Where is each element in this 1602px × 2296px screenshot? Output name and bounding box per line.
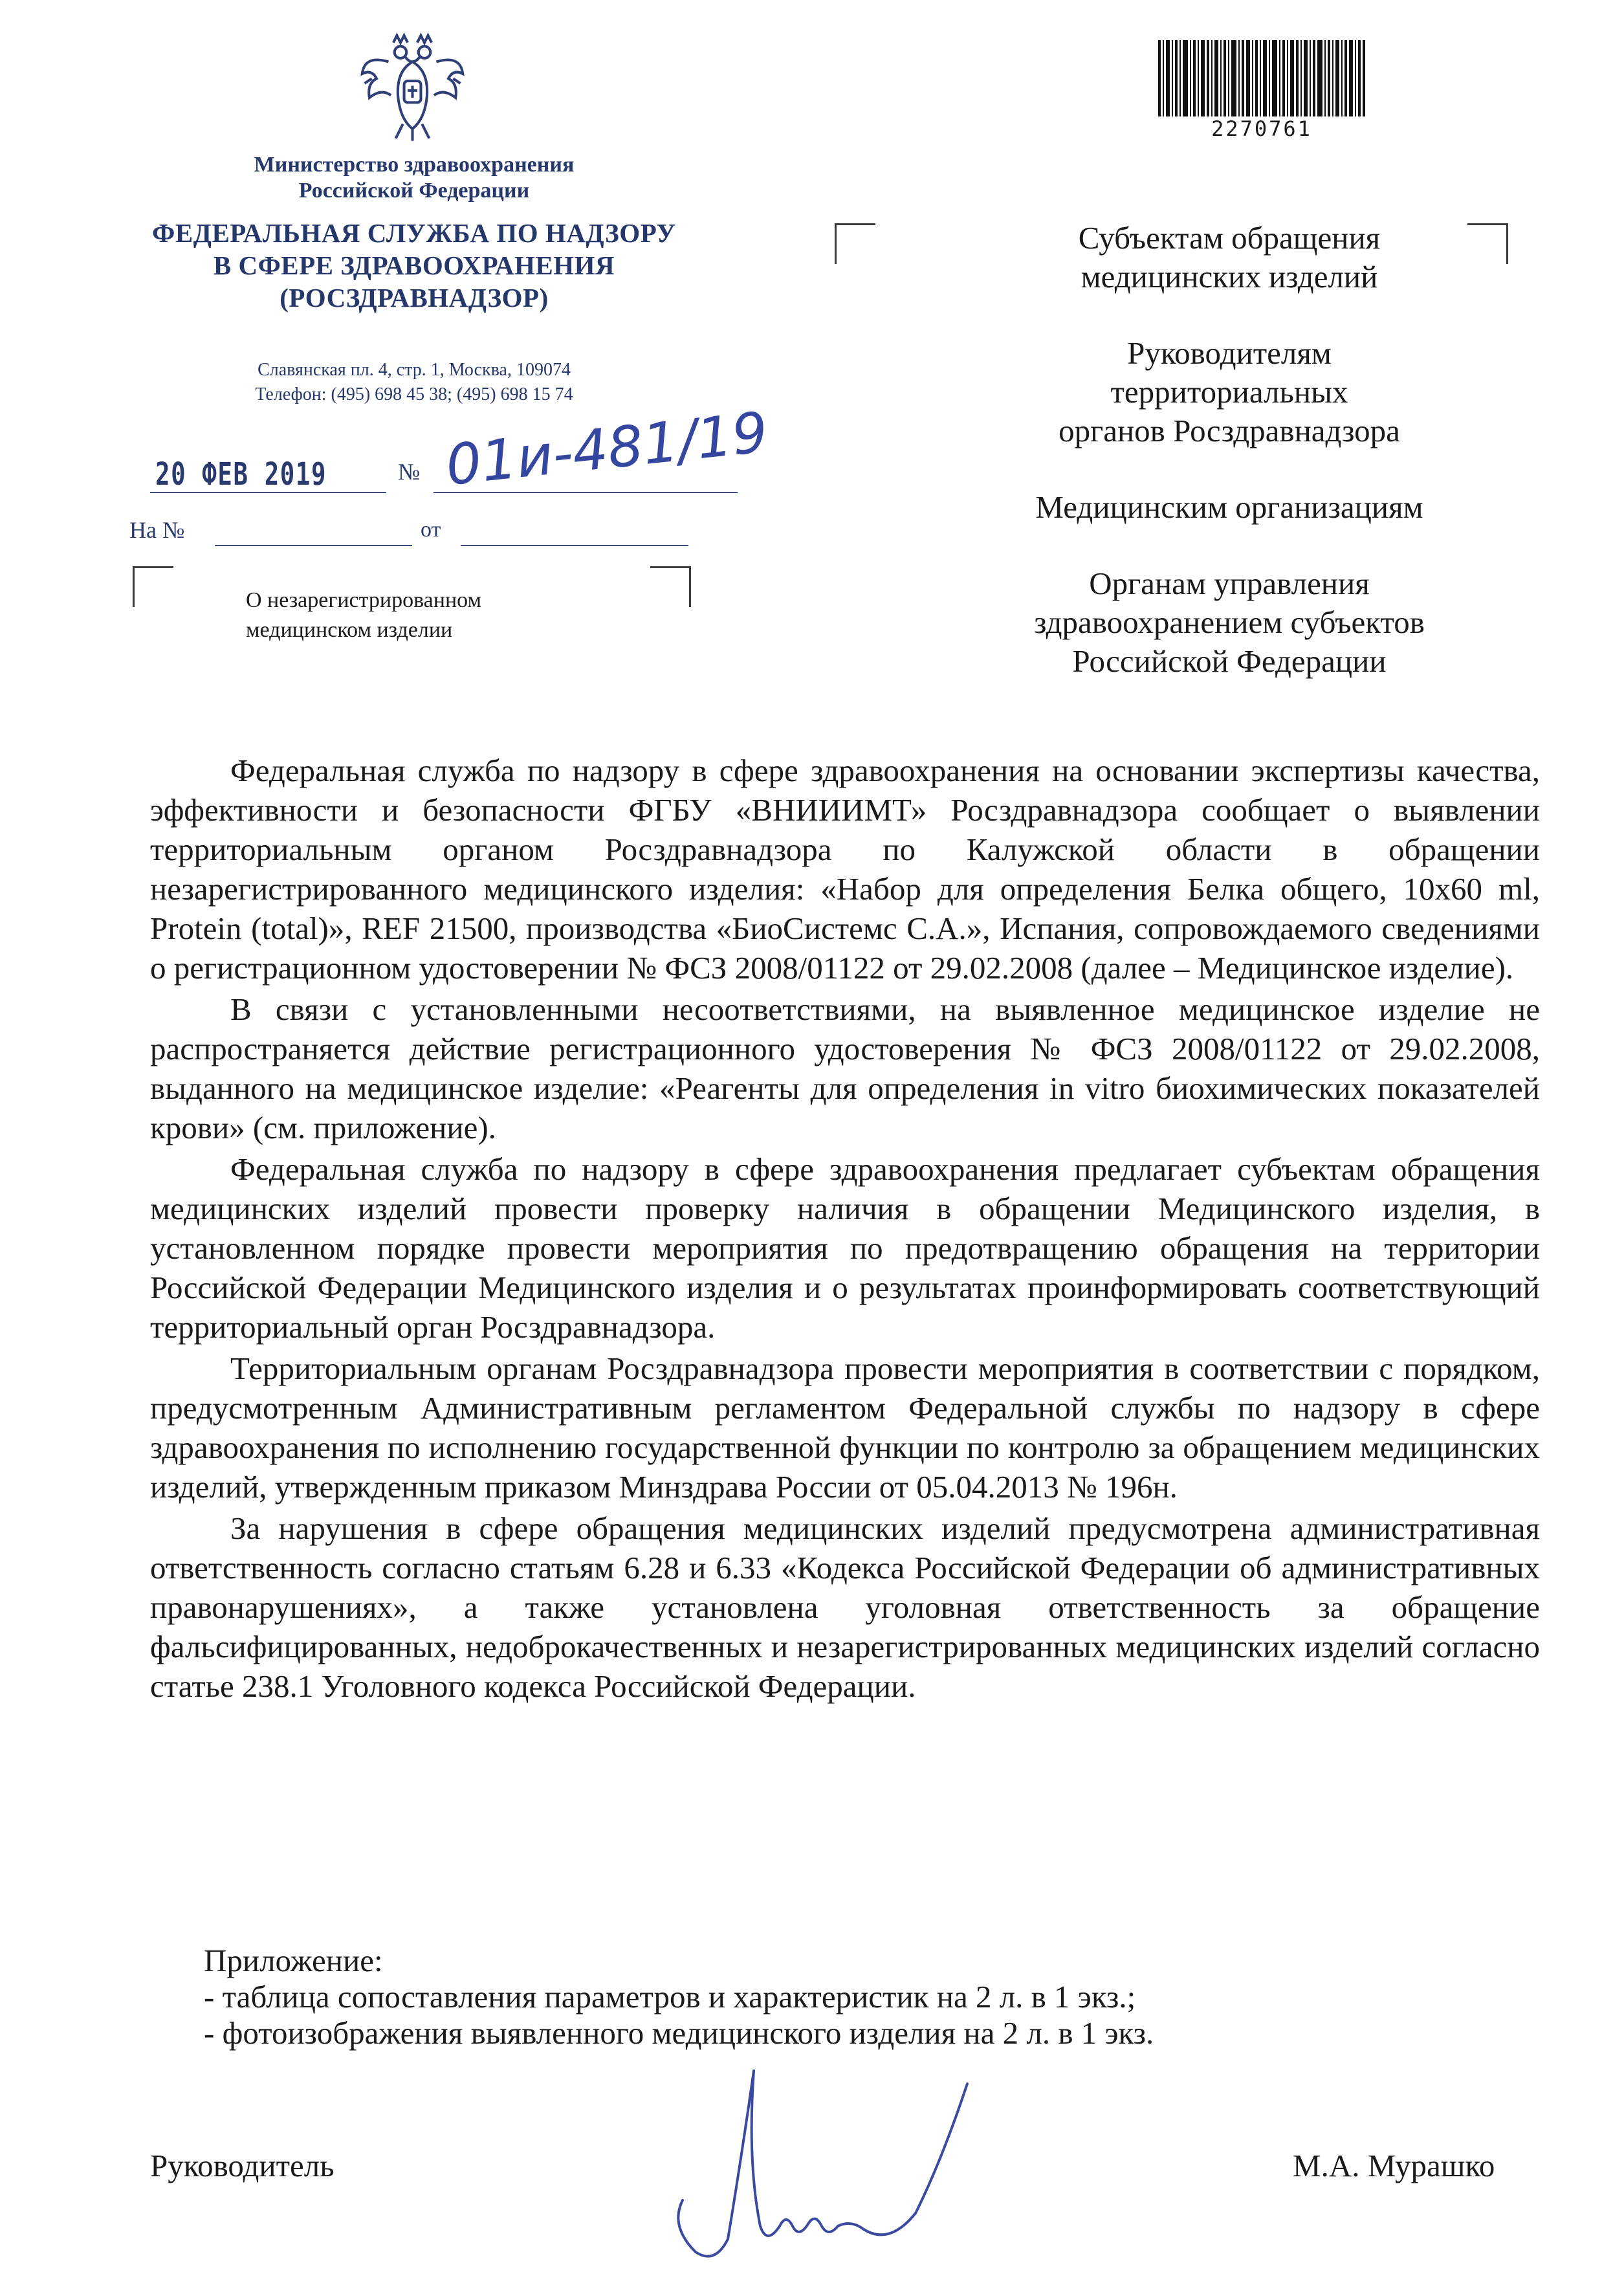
registration-date: 20 ФЕВ 2019 — [155, 456, 327, 492]
number-underline — [433, 492, 738, 493]
ref-label: На № — [129, 517, 185, 543]
number-label: № — [398, 459, 421, 485]
body-paragraph: В связи с установленными несоответствиями, на выявленное медицинское изделие не распространяется действие регистрационного удостоверения № ФСЗ 2008/01122 от 29.02.2008, выданного на медицинское изделие: «Реагенты для определения in vitro биохимических показателей крови» (см. приложение). — [150, 991, 1540, 1145]
addressee-line: медицинских изделий — [1081, 259, 1378, 294]
body-paragraph: За нарушения в сфере обращения медицинских изделий предусмотрена административная ответственность согласно статьям 6.28 и 6.33 «Кодекса Российской Федерации об административных правонарушениях», а также установлена уголовная ответственность за обращение фальсифицированных, недоброкачественных и незарегистрированных медицинских изделий согласно статье 238.1 Уголовного кодекса Российской Федерации. — [150, 1510, 1540, 1704]
ministry-line: Министерство здравоохранения — [254, 153, 575, 177]
phone-line: Телефон: (495) 698 45 38; (495) 698 15 74 — [255, 384, 573, 404]
addressee-group — [903, 334, 1556, 450]
attachment-item: - таблица сопоставления параметров и характеристик на 2 л. в 1 экз.; — [204, 1979, 1136, 2015]
addressee-group — [903, 564, 1556, 681]
attachment-item: - фотоизображения выявленного медицинского изделия на 2 л. в 1 экз. — [204, 2015, 1154, 2051]
addressee-corner-left — [835, 223, 875, 264]
service-line: В СФЕРЕ ЗДРАВООХРАНЕНИЯ — [213, 250, 615, 280]
addressee-line: Руководителям — [1127, 335, 1332, 371]
signatory-name: М.А. Мурашко — [1293, 2148, 1495, 2183]
addressee-group — [903, 219, 1556, 296]
address-line: Славянская пл. 4, стр. 1, Москва, 109074 — [258, 360, 571, 380]
service-line: ФЕДЕРАЛЬНАЯ СЛУЖБА ПО НАДЗОРУ — [152, 218, 676, 248]
addressee-line: территориальных — [1110, 374, 1348, 410]
handwritten-signature — [657, 2032, 993, 2265]
letter-subject — [246, 586, 481, 645]
service-name — [97, 217, 731, 314]
service-line: (РОСЗДРАВНАДЗОР) — [280, 283, 549, 313]
signatory-role: Руководитель — [150, 2148, 335, 2183]
coat-of-arms-icon — [353, 26, 472, 146]
addressee-line: Российской Федерации — [1072, 643, 1387, 679]
ministry-name — [129, 152, 699, 204]
barcode-number: 2270761 — [1211, 116, 1312, 141]
date-underline — [150, 492, 386, 493]
addressee-block — [903, 219, 1556, 718]
addressee-line: Органам управления — [1089, 566, 1370, 601]
subject-corner-right — [650, 566, 691, 607]
attachments-title: Приложение: — [204, 1943, 383, 1978]
addressee-line: органов Росздравнадзора — [1059, 413, 1400, 448]
addressee-line: здравоохранением субъектов — [1034, 604, 1425, 640]
addressee-line: Медицинским организациям — [1035, 489, 1423, 525]
subject-line: медицинском изделии — [246, 618, 453, 642]
subject-corner-left — [133, 566, 173, 607]
letter-body — [150, 751, 1540, 1708]
body-paragraph: Федеральная служба по надзору в сфере здравоохранения предлагает субъектам обращения медицинских изделий провести проверку наличия в обращении Медицинского изделия, в установленном порядке провести мероприятия по предотвращению обращения на территории Российской Федерации Медицинского изделия и о результатах проинформировать соответствующий территориальный орган Росздравнадзора. — [150, 1151, 1540, 1345]
sender-address — [129, 358, 699, 407]
ref-date-line — [461, 545, 688, 546]
addressee-group — [903, 488, 1556, 527]
from-label: от — [421, 518, 441, 542]
ref-number-line — [215, 545, 412, 546]
registration-number: 01и-481/19 — [443, 400, 771, 498]
body-paragraph: Федеральная служба по надзору в сфере здравоохранения на основании экспертизы качества, эффективности и безопасности ФГБУ «ВНИИИМТ» Росздравнадзора сообщает о выявлении территориальным органом Росздравнадзора по Калужской области в обращении незарегистрированного медицинского изделия: «Набор для определения Белка общего, 10x60 ml, Protein (total)», REF 21500, производства «БиоСистемс С.А.», Испания, сопровождаемого сведениями о регистрационном удостоверении № ФСЗ 2008/01122 от 29.02.2008 (далее – Медицинское изделие). — [150, 753, 1540, 986]
body-paragraph: Территориальным органам Росздравнадзора провести мероприятия в соответствии с порядком, предусмотренным Административным регламентом Федеральной службы по надзору в сфере здравоохранения по исполнению государственной функции по контролю за обращением медицинских изделий, утвержденным приказом Минздрава России от 05.04.2013 № 196н. — [150, 1351, 1540, 1505]
subject-line: О незарегистрированном — [246, 588, 482, 612]
ministry-line: Российской Федерации — [298, 179, 530, 203]
barcode — [1158, 40, 1365, 116]
addressee-line: Субъектам обращения — [1078, 220, 1381, 256]
